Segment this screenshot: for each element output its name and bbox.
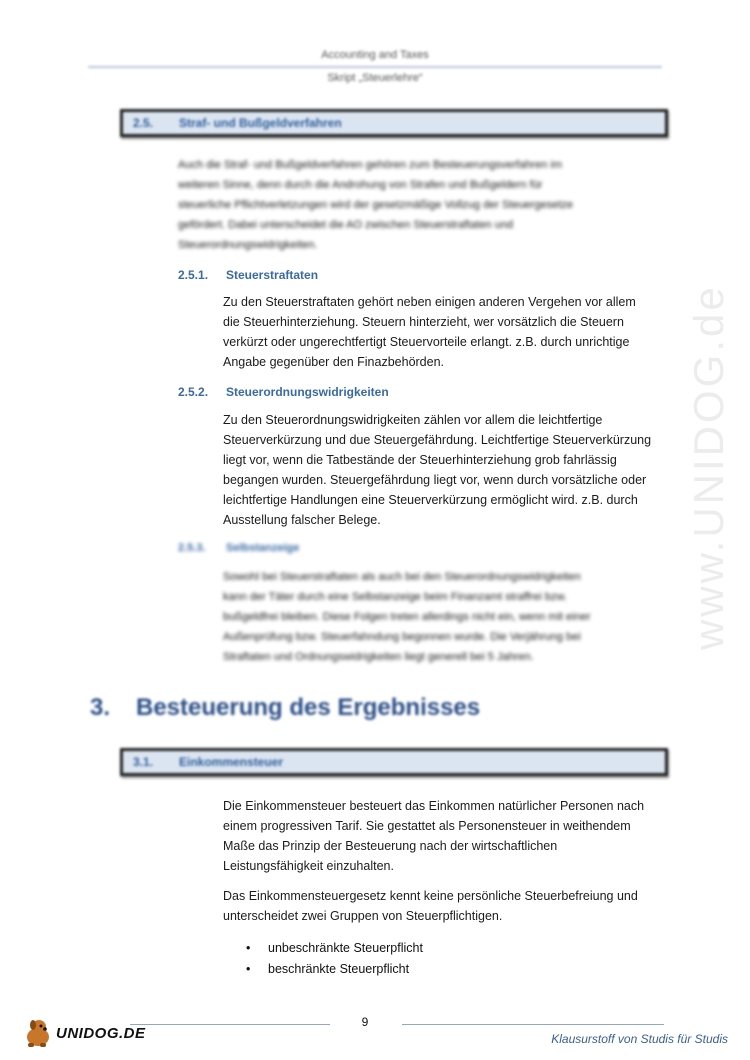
chapter-heading-3 <box>90 694 480 722</box>
section-2-5-paragraph <box>178 155 648 255</box>
subheading-title: Steuerstraftaten <box>226 268 319 282</box>
text-line: Straftaten und Ordnungswidrigkeiten liegt generell bei 5 Jahren. <box>223 651 534 663</box>
chapter-title: Besteuerung des Ergebnisses <box>136 694 481 721</box>
subheading-2-5-3 <box>178 542 299 554</box>
text-line: Außenprüfung bzw. Steuerfahndung begonnen wurde. Die Verjährung bei <box>223 631 581 643</box>
header-divider <box>88 66 662 68</box>
subheading-2-5-1 <box>178 268 318 282</box>
watermark: www.UNIDOG.de <box>685 284 732 650</box>
text-line: Sowohl bei Steuerstraftaten als auch bei den Steuerordnungswidrigkeiten <box>223 571 581 583</box>
text-line: liegt vor, wenn die Tatbestände der Steuerhinterziehung grob fahrlässig <box>223 453 617 467</box>
section-3-1-paragraph-1 <box>223 796 673 876</box>
logo-text: UNIDOG.DE <box>56 1025 146 1042</box>
subsection-2-5-1-text <box>223 292 663 372</box>
text-line: leichtfertige Handlungen eine Steuerverkürzung ermöglicht wird. z.B. durch <box>223 493 638 507</box>
subheading-number: 2.5.1. <box>178 268 209 282</box>
footer-divider-left <box>130 1024 330 1025</box>
paragraph-line: gefördert. Dabei unterscheidet die AO zwischen Steuerstraftaten und <box>178 219 514 231</box>
paragraph-line: weiteren Sinne, denn durch die Androhung von Strafen und Bußgeldern für <box>178 179 543 191</box>
list-item: • beschränkte Steuerpflicht <box>246 959 423 980</box>
text-line: Zu den Steuerstraftaten gehört neben einigen anderen Vergehen vor allem <box>223 295 636 309</box>
section-3-1-paragraph-2 <box>223 886 673 926</box>
subheading-2-5-2 <box>178 385 389 399</box>
subheading-title: Selbstanzeige <box>226 542 300 554</box>
text-line: Zu den Steuerordnungswidrigkeiten zählen vor allem die leichtfertige <box>223 413 603 427</box>
subsection-2-5-3-text <box>223 567 663 667</box>
text-line: Die Einkommensteuer besteuert das Einkommen natürlicher Personen nach <box>223 799 645 813</box>
subheading-number: 2.5.2. <box>178 385 209 399</box>
header-subtitle: Skript „Steuerlehre“ <box>327 72 423 84</box>
text-line: Ausstellung falscher Belege. <box>223 513 381 527</box>
dog-icon <box>24 1017 58 1049</box>
footer-tagline: Klausurstoff von Studis für Studis <box>551 1032 728 1046</box>
chapter-number: 3. <box>90 694 111 721</box>
text-line: bußgeldfrei bleiben. Diese Folgen treten allerdings nicht ein, wenn mit einer <box>223 611 591 623</box>
subheading-number: 2.5.3. <box>178 542 206 554</box>
text-line: die Steuerhinterziehung. Steuern hinterzieht, wer vorsätzlich die Steuern <box>223 315 624 329</box>
text-line: Maße das Prinzip der Besteuerung nach der wirtschaftlichen <box>223 839 558 853</box>
text-line: Angabe gegenüber den Finazbehörden. <box>223 355 445 369</box>
section-number: 2.5. <box>133 116 154 130</box>
footer-divider-right <box>402 1024 664 1025</box>
text-line: begangen wurden. Steuergefährdung liegt vor, wenn durch vorsätzliche oder <box>223 473 647 487</box>
section-heading-2-5 <box>120 109 668 137</box>
unidog-logo <box>24 1017 154 1049</box>
section-number: 3.1. <box>133 755 154 769</box>
section-title: Straf- und Bußgeldverfahren <box>179 116 342 130</box>
section-heading-3-1 <box>120 748 668 776</box>
header-title: Accounting and Taxes <box>321 49 429 61</box>
page-number: 9 <box>361 1015 369 1029</box>
text-line: Das Einkommensteuergesetz kennt keine persönliche Steuerbefreiung und <box>223 889 638 903</box>
text-line: Leistungsfähigkeit einzuhalten. <box>223 859 394 873</box>
subsection-2-5-2-text <box>223 410 673 530</box>
paragraph-line: Steuerordnungswidrigkeiten. <box>178 239 318 251</box>
bullet-list <box>246 938 423 980</box>
paragraph-line: steuerliche Pflichtverletzungen wird der gesetzmäßige Vollzug der Steuergesetze <box>178 199 573 211</box>
text-line: einem progressiven Tarif. Sie gestattet als Personensteuer in weithendem <box>223 819 631 833</box>
text-line: kann der Täter durch eine Selbstanzeige beim Finanzamt straffrei bzw. <box>223 591 567 603</box>
list-item: • unbeschränkte Steuerpflicht <box>246 938 423 959</box>
text-line: unterscheidet zwei Gruppen von Steuerpflichtigen. <box>223 909 503 923</box>
section-title: Einkommensteuer <box>179 755 284 769</box>
text-line: Steuerverkürzung und due Steuergefährdung. Leichtfertige Steuerverkürzung <box>223 433 652 447</box>
subheading-title: Steuerordnungswidrigkeiten <box>226 385 389 399</box>
text-line: verkürzt oder ungerechtfertigt Steuervorteile erlangt. z.B. durch unrichtige <box>223 335 630 349</box>
paragraph-line: Auch die Straf- und Bußgeldverfahren gehören zum Besteuerungsverfahren im <box>178 159 562 171</box>
